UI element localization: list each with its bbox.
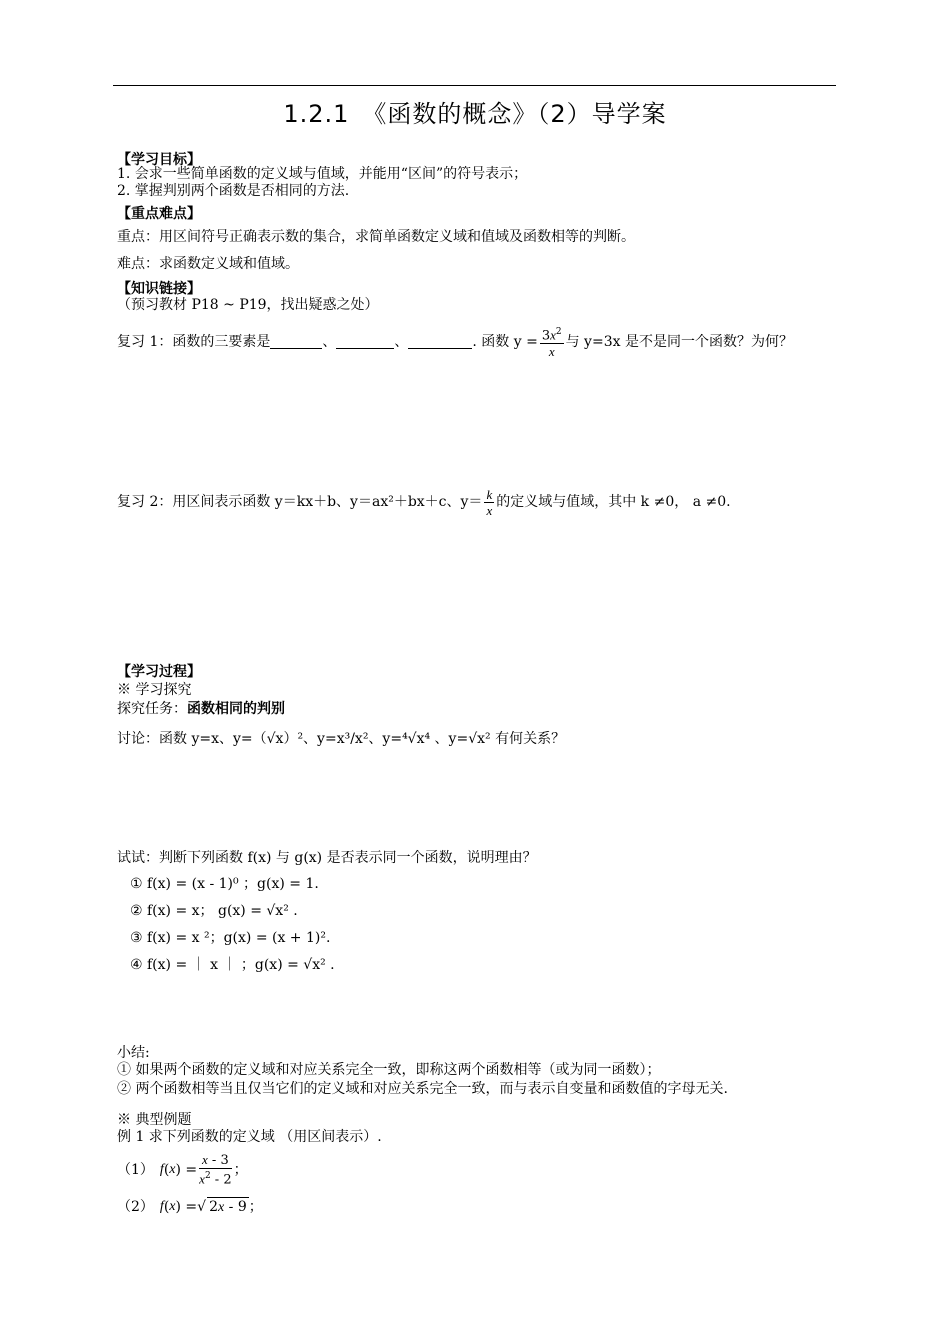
q2-label: （2）	[117, 1199, 154, 1215]
q1-label: （1）	[117, 1162, 154, 1178]
task-title: 函数相同的判别	[187, 701, 285, 717]
review1-func: 函数 y =	[481, 334, 538, 350]
fraction-k-over-x: $\frac{k}{x}$	[486, 486, 493, 518]
fraction-3x2-over-x: $\frac{3x^2}{x}$	[541, 326, 562, 360]
knowledge-header: 【知识链接】	[117, 281, 201, 297]
goal-item: 1. 会求一些简单函数的定义域与值域，并能用“区间”的符号表示；	[117, 166, 528, 182]
compare-item-3: ③ f(x) = x ²；g(x) = (x + 1)².	[130, 930, 331, 946]
question-2: （2） f ( x ) =√ 2x - 9 ；	[117, 1199, 263, 1215]
task-line	[117, 700, 285, 718]
key-point: 重点：用区间符号正确表示数的集合，求简单函数定义域和值域及函数相等的判断。	[117, 229, 635, 245]
blank-2	[336, 336, 394, 349]
discuss-line: 讨论：函数 y=x、y=（√x）²、y=x³/x²、y=⁴√x⁴ 、y=√x² 有何关系？	[117, 731, 566, 747]
task-label: 探究任务：	[117, 701, 187, 717]
summary-item: ② 两个函数相等当且仅当它们的定义域和对应关系完全一致，而与表示自变量和函数值的字母无关.	[117, 1081, 728, 1097]
review1-question: 与 y=3x 是不是同一个函数？为何？	[565, 334, 793, 350]
blank-3	[408, 336, 472, 349]
review1-prefix: 复习 1：函数的三要素是	[117, 334, 271, 350]
goal-item: 2. 掌握判别两个函数是否相同的方法.	[117, 183, 350, 199]
compare-item-4: ④ f(x) = ｜ x ｜ ；g(x) = √x² .	[130, 957, 335, 973]
preview-note: （预习教材 P18 ~ P19，找出疑惑之处）	[117, 297, 379, 313]
sep-1: 、	[322, 334, 337, 350]
summary-item: ① 如果两个函数的定义域和对应关系完全一致，即称这两个函数相等（或为同一函数）；	[117, 1062, 661, 1078]
examples-header: ※ 典型例题	[117, 1112, 192, 1128]
compare-item-1: ① f(x) = (x - 1)⁰ ；g(x) = 1.	[130, 876, 319, 892]
review2-suffix: 的定义域与值域，其中 k ≠0， a ≠0.	[496, 494, 731, 510]
example-1: 例 1 求下列函数的定义域 （用区间表示）.	[117, 1129, 382, 1145]
summary-label: 小结:	[117, 1045, 150, 1061]
page-title: 1.2.1 《函数的概念》（2）导学案	[283, 100, 667, 128]
difficulty: 难点：求函数定义域和值域。	[117, 256, 299, 272]
process-header: 【学习过程】	[117, 664, 201, 680]
compare-item-2: ② f(x) = x； g(x) = √x² .	[130, 903, 298, 919]
keypoints-header: 【重点难点】	[117, 206, 201, 222]
top-rule	[113, 85, 836, 86]
question-1: （1） f ( x ) = $\frac{x - 3}{x^2 - 2}$ ；	[117, 1152, 248, 1188]
review2-prefix: 复习 2：用区间表示函数 y＝kx＋b、y＝ax²＋bx＋c、y＝	[117, 494, 483, 510]
explore-header: ※ 学习探究	[117, 682, 192, 698]
try-line: 试试：判断下列函数 f(x) 与 g(x) 是否表示同一个函数，说明理由？	[117, 850, 537, 866]
review-2	[117, 482, 731, 522]
review-1: 复习 1：函数的三要素是 、 、 . 函数 y = $\frac{3x^2}{x}$ 与 y=3x 是不是同一个函数？为何？	[117, 326, 793, 360]
blank-1	[270, 336, 322, 349]
fraction-q1: $\frac{x - 3}{x^2 - 2}$	[199, 1152, 232, 1188]
goals-header: 【学习目标】	[117, 152, 201, 168]
sep-2: 、	[394, 334, 409, 350]
